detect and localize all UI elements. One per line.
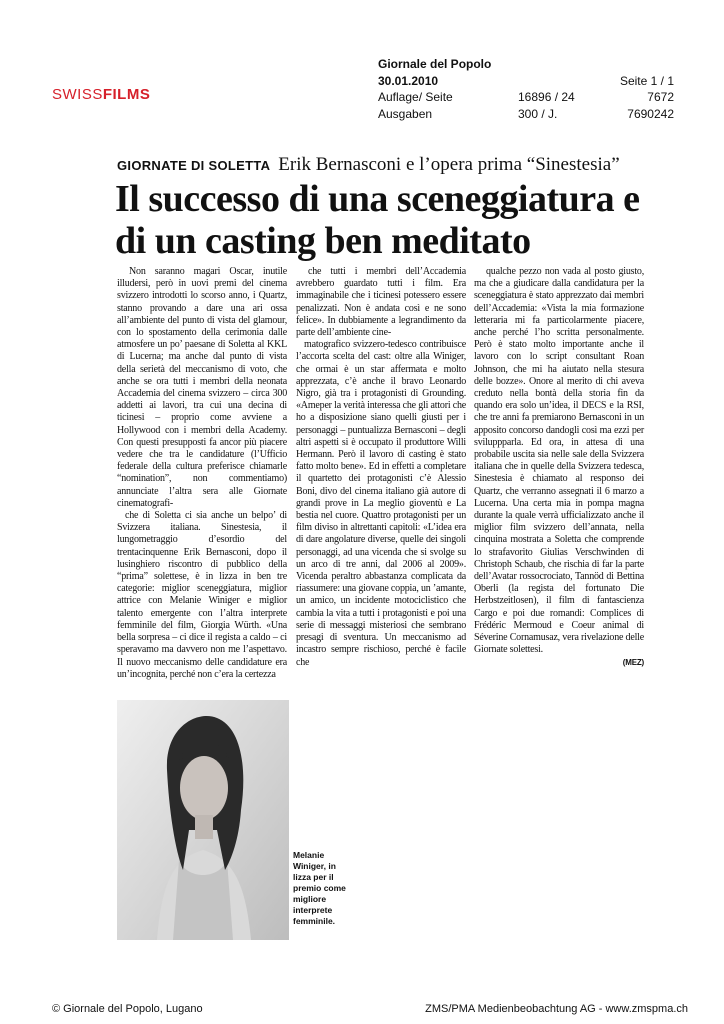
article-column-1 <box>117 266 287 681</box>
article-column-3 <box>474 266 644 669</box>
logo-part-films: FILMS <box>102 86 151 103</box>
article-column-2 <box>296 266 466 669</box>
publication-date: 30.01.2010 <box>378 73 439 88</box>
publication-name: Giornale del Popolo <box>378 57 492 71</box>
paragraph: Non saranno magari Oscar, inutile illudersi, però in uovi premi del cinema svizzero introdotti lo scorso anno, i Quartz, stanno provando a dare una ari ossa all’ambiente del punto di vista del glamour, con lo spostamento della cerimonia dalle atmosfere un po’ paesane di Soletta al KKL di Lucerna; ma anche dal punto di vista della serietà del meccanismo di voto, che anche se ora tutti i membri della neonata Accademia del cinema svizzero – circa 300 addetti ai lavori, tra cui una decina di ticinesi – proprio come avviene a Hollywood con i membri della Academy. Con questi presupposti fa ancor più piacere vedere che tra le candidature (l’Ufficio federale della cultura preferisce chiamarle “nomination”, non commentiamo) annunciate l’altra sera alle Giornate cinematografi- <box>117 266 287 509</box>
portrait-photo <box>117 700 289 940</box>
paragraph: qualche pezzo non vada al posto giusto, ma che a giudicare dalla candidatura per la sceneggiatura è stato apprezzato dai membri dell’Accademia: «Vista la mia formazione letteraria mi fa particolarmente piacere, anche perché l’ho scritta personalmente. Però è stato molto importante anche il lavoro con lo script consultant Roan Johnson, che mi ha aiutato nella stesura delle bozze». Onore al merito di chi aveva creduto nella bontà della storia fin da quando era solo un’idea, il DECS e la RSI, che tre anni fa premiarono Bernasconi in un apposito concorso dandogli così ma ezzi per sviluppparla. Ed ora, in attesa di una probabile uscita sia nelle sale della Svizzera italiana che in quelle della Svizzera tedesca, Sinestesia è chiamato al responso dei Quartz, che verranno assegnati il 6 marzo a Lucerna. Una certa mia in pompa magna durante la quale verrà ufficializzato anche il miglior film svizzero dell’annata, nella cinquina mostrata a Soletta che comprende lo strafavorito Giulias Verschwinden di Christoph Schaub, che rischia di far la parte dell’Avatar rossocrociato, Tannöd di Bettina Oberli (la regista del fortunato Die Herbstzeitlosen), il film di fantascienza Cargo e poi due romandi: Complices di Frédéric Mermoud e Coeur animal di Séverine Cornamusaz, vera rivelazione delle Giornate solettesi. <box>474 266 644 656</box>
paragraph: matografico svizzero-tedesco contribuisce l’accorta scelta del cast: oltre alla Winiger, che ormai è un star affermata e molto apprezzata, c’è anche il bravo Leonardo Nigro, già tra i protagonisti di Grounding. «Ameper la verità interessa che gli attori che ho a disposizione siano quelli giusti per i personaggi – puntualizza Bernasconi – degli altri aspetti si è occupato il produttore Willi Hermann. Però il lavoro di casting è stato fatto molto bene». Ed in effetti a completare il quartetto dei protagonisti c’è Alessio Boni, divo del cinema italiano già autore di grandi prove in La meglio gioventù e La bestia nel cuore. Quattro protagonisti per un film diviso in altrettanti capitoli: «L’idea era di dare angolature diverse, quelle dei singoli personaggi, ad una vicenda che si svolge su un arco di tre anni, dal 2006 al 2009». Vicenda peraltro abbastanza complicata da riassumere: una giovane coppia, un ’amante, un amico, un incidente motociclistico che cambia la vita a tutti i protagonisti e poi una serie di messaggi misteriosi che sembrano presagi di sventura. Un meccanismo ad incastro sempre rischioso, perché è facile che <box>296 339 466 668</box>
ausgaben-value: 300 / J. <box>518 106 558 121</box>
article-kicker <box>117 154 620 176</box>
page-indicator: Seite 1 / 1 <box>619 73 674 88</box>
footer-copyright: © Giornale del Popolo, Lugano <box>52 1003 203 1015</box>
section-label: GIORNATE DI SOLETTA <box>117 158 271 173</box>
paragraph: che tutti i membri dell’Accademia avrebbero guardato tutti i film. Era immaginabile che i ticinesi potessero essere penalizzati. Non è andata così e ne sono felice». In dubbiamente a legrandimento da parte dell’ambiente cine- <box>296 266 466 339</box>
auflage-value: 16896 / 24 <box>518 90 575 104</box>
portrait-illustration <box>117 700 289 940</box>
ausgaben-label: Ausgaben <box>378 106 433 121</box>
paragraph: che di Soletta ci sia anche un belpo’ di Svizzera italiana. Sinestesia, il lungometraggio d’esordio del trentacinquenne Erik Bernasconi, dopo il lusinghiero riscontro di pubblico della “prima” solettese, è in lizza in ben tre categorie: miglior sceneggiatura, miglior attrice con Melanie Winiger e miglior talento emergente con l’altra interprete femminile del film, Giorgia Würth. «Una bella sorpresa – ci dice il regista a caldo – ci speravamo ma davvero non me l’aspettavo. Il nuovo meccanismo delle candidature era un’incognita, perché non c’era la certezza <box>117 510 287 680</box>
logo-part-swiss: SWISS <box>52 86 103 103</box>
footer-source: ZMS/PMA Medienbeobachtung AG - www.zmspma.ch <box>425 1003 688 1015</box>
auflage-label: Auflage/ Seite <box>378 90 453 104</box>
auflage-code: 7672 <box>647 90 674 104</box>
article-subtitle: Erik Bernasconi e l’opera prima “Sinestesia” <box>278 154 620 175</box>
article-headline: Il successo di una sceneggiatura e di un casting ben meditato <box>115 178 640 262</box>
ausgaben-code: 7690242 <box>627 106 674 121</box>
photo-caption: Melanie Winiger, in lizza per il premio come migliore interprete femminile. <box>293 850 346 926</box>
clipping-meta <box>378 56 678 122</box>
swissfilms-logo <box>52 86 150 103</box>
author-signature: (MEZ) <box>622 657 644 667</box>
